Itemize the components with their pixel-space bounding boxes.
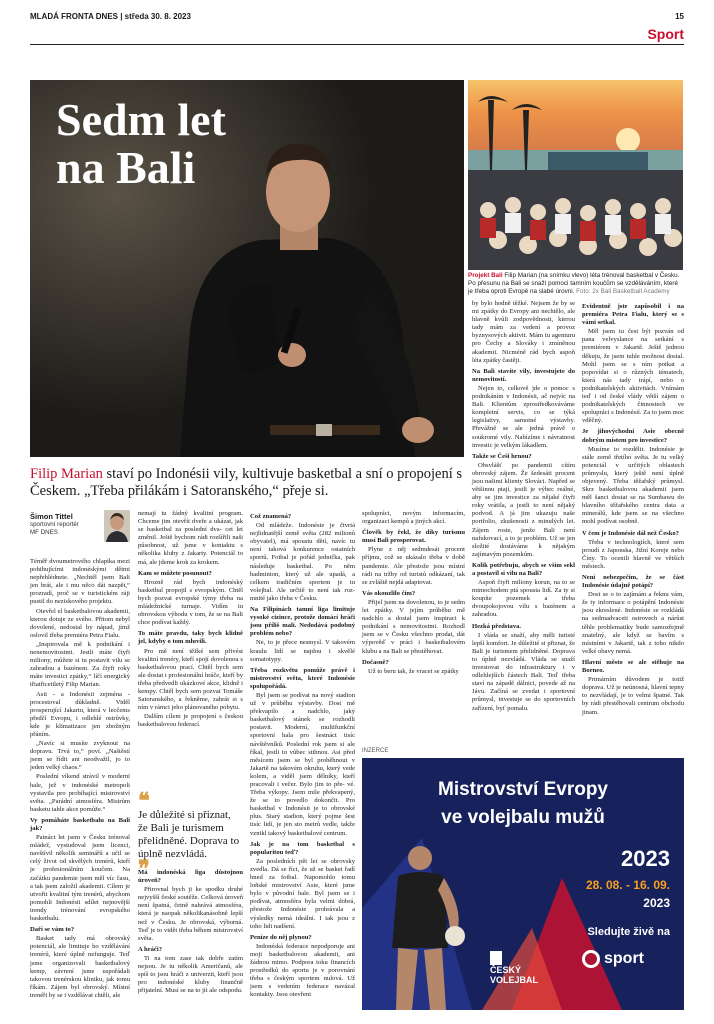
interview-question: Kolik potřebuju, abych se vším sekl a postavil si vilu na Bali? [472,561,575,577]
interview-question: Hlavní město se ale stěhuje na Borneo. [582,658,684,675]
interview-question: Evidentně jste zapůsobil i na premiéra Petra Fialu, který se s vámi setkal. [582,303,684,327]
interview-question: Dočasně? [362,658,389,666]
author-role: sportovní reportér [30,521,79,528]
ct-sport-icon [582,950,600,968]
interview-paragraph: Za posledních pět let se obrovsky zvedla. Dá se říct, že už se basket řadí hned za fotbal. Napomohlo tomu loňské mistrovství Asie, které jsme bylo v původní hale. Byl jsem se i podívat, atmosféra byla velmi dobrá, přestože Indonésie prohrávala a výsledky nemá ideální. I tak jsou z toho lidi nadšení. [250,857,355,930]
article-lead [30,466,464,500]
interview-paragraph: Měl jsem tu čest být pozván od pana velvyslance na setkání s premiérem v Jakartě. Ještě jednou děkuju, že jsem tuhle možnost dostal. Mohl jsem se s ním potkat a popovídat si o různých tématech, která nás tady trápí, nebo o podnikatelských aktivitách. Vnímám teď i od české vlády větší zájem o podnikatelských činnostech ve spolupráci s Indonésií. Za to jsem moc vděčný. [582,328,685,425]
interview-question: V čem je Indonésie dál než Česko? [582,529,679,537]
column-3 [250,510,355,1000]
column-2 [138,510,243,730]
quote-text: Je důležité si přiznat, že Bali je turismem přelidněné. Doprava to úplně nezvládá. [138,809,240,860]
column-5 [582,300,684,718]
ct-sport-logo [582,950,644,968]
interview-paragraph: by bylo hodně těžké. Nejsem že by se mi zpátky do Evropy ani nechtělo, ale hlavně kvůli zodpovědnosti, kterou tady mám za vedení a provoz byznysových aktivit. Mám tu agenturu pro Čechy a Slováky i zmíněnou akademii. Nicméně rád bych aspoň léta zpátky častěji. [472,300,575,364]
secondary-photo [468,80,683,270]
interview-paragraph: Už to beru tak, že vracet se zpátky [368,667,459,675]
interview-question: Člověk by řekl, že díky turismu musí Bali prosperovat. [362,529,465,545]
interview-paragraph: Obsvlášť po pandemii cítím obrovský zájem. Že šedesáti procent jsou našimi klienty Slováci. Napřed se většinou ptají, jestli je výbec reálné, aby se jim investice za nějaké čtyři roky vrátila, a jestli to není nějaký podvod. A já jim ukazuju naše portfolio, zkušenosti z minulých let. Zájem roste, jenže Bali není nafukovací, a to je problém. Už se jen složité dostáváme k nějakým zajímavým pozemkům. [472,461,575,558]
logo-text-2: VOLEJBAL [490,975,539,985]
interview-question: Vás okouzlilo čím? [362,589,416,597]
ad-title-line-1: Mistrovství Evropy [438,779,608,800]
page-number: 15 [675,12,684,21]
interview-paragraph: Ne, to je přece nesmysl. V takovém kraulu lidí se najdou i skvělé somatotypy. [250,639,355,663]
quote-open-icon: ❝ [138,788,150,813]
ad-live-text: Sledujte živě na [587,926,670,938]
interview-paragraph: Nejen to, celkově jde o pomoc s podnikáním v Indonésii, ač nejvíc na Bali. Klientům zprostředkováváme kompletní servis, co se týká legislativy, samotné výstavby. Převážně se ale jedná právě o soukromé vily. Nabízíme i návratnost investic je velkým lákadlem. [472,384,575,449]
author-outlet: MF DNES [30,528,58,536]
interview-question: Třeba rozkvětu pomůže právě i mistrovství světa, které Indonésie spolupořádá. [250,666,355,690]
interview-question: To máte pravdu, taky bych klidně jel, kdyby o tom mluvili. [138,630,243,646]
header-rule [30,44,684,45]
basketball-camp-illustration [468,80,683,270]
interview-question: Hezká představa. [472,622,522,630]
caption-credit: Foto: 2x Bali Basketball Academy [574,288,670,295]
headline-line-2: na Bali [56,142,196,193]
caption-text: Filip Marian (na snímku vlevo) léta trénoval basketbal v Česku. Po přesunu na Bali se snaží pomoci tamním koučům se vzděláváním, které je třeba oproti Evropě na slabé úrovni. [468,272,680,295]
quote-close-icon: ❞ [138,856,150,881]
ad-year: 2023 [621,846,670,871]
interview-paragraph: Primárním důvodem je totiž doprava. Už je neúnosná, hlavní tepny to nezvládají, je to velmi špatné. Tak by rádi přestěhovali centrum obchodu jinam. [582,676,684,716]
interview-paragraph: Dalším cílem je propojení s českou basketbalovou federací. [138,713,243,729]
interview-paragraph: Od mládeže. Indonésie je čtvrtá nejlidnatější země světa (282 milionů obyvatel), má spoustu dětí, navíc tu není taková konkurence ostatních sportů. Fotbal je pořád jednička, pak následuje basketbal. Po něm badminton, který už ale upadá, a celkem tradičním sportem je tu volejbal. Ale určitě to není tak roz- mnité jako třeba v Česku. [250,522,355,602]
interview-question: Má indonéská liga důstojnou úroveň? [138,869,243,885]
interview-question: Na Filipínách tamní liga limituje vysoké cizince, protože domácí hráči jsou příliš malí. Nedodává podobný problém nebo? [250,606,355,638]
column-4 [472,300,575,714]
interview-question: Není nebezpečím, že se část Indonésie údajně potápí? [582,574,684,590]
interview-paragraph: Patnáct let jsem v Česku trénoval mládež, vystudoval jsem licenci, navštívil několik seminářů a učil se celý život od skvělých trenérů, kteří je profesionálním koučem. Na začátku pandemie jsem měl víc času, a tak jsem založil akademii. Cílem je utvořit kvalitní tým trenérů, abychom pomohli Indonésii sdílet nejnovější trendy trénování evropského basketbalu. [30,834,130,923]
interview-paragraph: nemají tu žádný kvalitní program. Chceme jim otevřít dveře a ukázat, jak se basketbal za poslední dva- cet let změnil. Ještě bychom rádi rozšířili naši působnost, už jsme v kontaktu s několika kluby z Jakarty. Potenciál to má, ale jdeme krok za krokem. [138,510,243,566]
interview-paragraph: Musíme to rozdělit. Indonésie je stále země třetího světa. Je tu velký potenciál v určitých oblastech průmyslu, který ještě není úplně objevený. Třeba těžařský průmysl. Skrz basketbalovou akademii jsem měl šanci dostat se na Sumbawu do hlavního těžařského centra data a minerálů, kde jsem se na všechno mohl podívat osobně. [582,445,684,526]
interview-question: Takže se Češi hrnou? [472,452,532,460]
headline-line-1: Sedm let [56,94,226,145]
author-avatar [104,510,130,542]
interview-paragraph: spolupráci, novým informacím, organizaci kempů a jiných akcí. [362,510,465,526]
interview-question: Vy pomáháte basketbalu na Bali jak? [30,816,130,832]
caption-label: Projekt Bali [468,272,503,279]
interview-paragraph: Poslední víkend strávil v moderní hale, jež v indonéské metropoli vystavila pro probíhající mistrovství světa. „Parádní atmosféra. Mistrům basketu tahle akce pomůže.“ [30,773,130,813]
interview-paragraph: Ti na tom zase tak dobře zatím nejsou. Je tu několik Američanů, ale spíš to jsou hráči z univerzit, kteří jsou pro indonéské kluby finančně přijatelní. Musí se na to jít ale odspodu. [138,954,243,995]
interview-question: Peníze do něj plynou? [250,933,312,941]
interview-paragraph: Aspoň čtyři miliony korun, na to se mimochodem ptá spousta lidí. Za ty si koupíte pozemek a třeba dvoupokojovou vilu s bazénem a zahradou. [472,579,575,619]
interview-question: Daří se vám to? [30,926,75,934]
interview-paragraph: Třeba v technologiích, které sem proudí z Japonska, Jižní Koreje nebo Číny. To ocenili hlavně ve větších městech. [582,538,684,570]
ad-label: INZERCE [362,748,389,754]
interview-paragraph: Téměř dvoumetrového chlapíka mezi pohibujícími indonéskými dětmi nepřehlédnete. „Nechtěl jsem Bali jen brát, ale i mu něco dát nazpět,“ prozradí, proč se v turistickém ráji pustil do neziskového projektu. [30,558,130,606]
volleyball-ad[interactable] [362,758,684,1010]
cesky-volejbal-logo [490,951,550,985]
column-4-bottom [362,510,465,677]
lead-text: staví po Indonésii vily, kultivuje basketbal a sní o propojení s Českem. „Třeba přilákám i Satoranského,“ přeje si. [30,466,463,499]
interview-paragraph: Přirovnal bych ji ke spodku druhé nejvyšší české soutěže. Celková úroveň není špatná, četně nahrává atmosféra, která je naopak několikanásobně lepší než v Česku. Je obrovská, výborná. Teď je to vidět třeba během mistrovství světa. [138,886,243,942]
column-1 [30,558,130,1001]
volleyball-federation-icon [490,951,502,965]
interview-question: A hráči? [138,945,162,953]
interview-paragraph: Byl jsem se podívat na nový stadion už v průběhu výstavby. Dost mě překvapilo a nadchlo, jaký basketbalový stánek se rozhodli postavit. Moderní, multifunkční sportovní hala pro šestnáct tisíc návštěvníků. Poslední rok jsem si ale říkal, jestli to vůbec stihnou. Asi před měsícem jsem se byl proběhnout v Jakartě na takovém okruhu, který vede kolem, a viděl jsem dělníky, kteří pracovali i večer. Bylo jim to pře- vé. Třeba výkopy. Jsem mile překvapený, že se to povedlo dokončit. Pro basketbal v Indonésii je to obrovské plus. Starý stadion, který pojme šest tisíc lidí, je jen sto metrů vedle, takže vznikl takový basketbalové centrum. [250,691,355,837]
interview-paragraph: „Navíc si musíte zvyknout na dopravu. Trvá to,“ poví. „Naštěstí jsem se řídit ani neodvažil, jo to jeden velký chaos.“ [30,740,130,772]
interview-paragraph: Přijel jsem na dovolenou, to je sedm let zpátky. V jejím průběhu mě nadchlo a dostal jsem inspiraci k podnikání s nemovitostmi. Rozhodl jsem se v Česku všechno prodat, dát výpověď v práci i basketbalovém klubu a na Bali se přestěhovat. [362,598,465,655]
interview-paragraph: Asii - a Indonésii zejména - procestoval důkladně. Viděl prosperující Jakartu, která v lecčems předčí Evropu, i odlehlé ostrůvky, kde je klimatizace jen zbožným přáním. [30,690,130,738]
lead-name: Filip Marian [30,466,103,482]
interview-question: Kam se můžete posunout? [138,569,212,577]
author-name: Šimon Tittel [30,512,73,521]
logo-text-1: ČESKÝ [490,965,522,975]
interview-question: Je jihovýchodní Asie obecně dobrým místem pro investice? [582,428,684,444]
interview-paragraph: Pro mě není těžké sem přivést kvalitní trenéry, kteří spojí dovolenou s basketbalovou prací. Chtěl bych sem ale dostat i profesionální hráče, kteří by třeba předvedli ukázkové akce, klidně i kempy. Chtěl bych sem pozvat Tomáše Satoranského, a řekněme, zahrát si s ním v rámci jeho plánovaného pobytu. [138,647,243,712]
ad-title [362,776,684,832]
interview-paragraph: Basket tady má obrovský potenciál, ale limituje ho vzdělávání trenérů, které úplně nefunguje. Teď jsme organizovali basketbalový kemp, závrení jsme uspořádali takovou trenérskou kliniku, jak tomu říkám. Zájem byl obrovský. Místní trenéři by se i vzdělávat chtěli, ale [30,935,130,999]
interview-question: Jak je na tom basketbal s popularitou teď? [250,840,355,856]
interview-paragraph: Plyne z něj sedmdesát procent příjmu, což se ukázalo třeba v době pandemie. Ale přestože jsou místní rádi na tržby od turistů odkázaní, tak se zvláště nejdá adaptovat. [362,546,465,586]
interview-paragraph: Hrozně rád bych indonéský basketbal propojil s evropským. Chtěl bych pozvat evropské týmy třeba na mládežnické turnaje. Vidím tu obrovskou výhodu v tom, že se na Bali chce podívat každý. [138,578,243,627]
interview-paragraph: Dost se o to zajímám a řeknu vám, že ty informace o potápění Indonésie jsou zkreslené. Indonésie se rozkládá na sedmadvaceti ostrovech a nárůst těhle problematiky bude samozřejmě znatelný, ale když se bavím s místními v Jakartě, tak z toho nikdo velké obavy nemá. [582,591,684,655]
interview-paragraph: I vláda se snaží, aby měli turisté lepší komfort. Je důležité si přiznat, že Bali je turismem přelidněné. Doprava to úplně nezvládá. Vláda se snaží investovat do infrastruktury i v odlehlejších částech Bali. Teď třeba staví na západě dálnici, povede až na Jávu. Začíná se zvedat i sportovní průmysl, investuje se do sportovních zařízení, byť pomalu. [472,631,575,712]
photo-caption [468,272,683,296]
section-label: Sport [647,26,684,42]
ad-title-line-2: ve volejbalu mužů [441,807,605,828]
headline [56,96,356,192]
interview-question: Což znamená? [250,513,292,520]
pull-quote [138,788,243,881]
ct-sport-text: sport [604,950,644,967]
ad-dates: 28. 08. - 16. 09. [585,878,670,892]
interview-paragraph: Otevřel el basketbalovou akademii, kterou dotuje ze svého. Přitom nebyl dovolené, nedostal by nápad, jímž oslovil třeba premiéra Petra Fialu. [30,607,130,639]
publication-header: MLADÁ FRONTA DNES | středa 30. 8. 2023 [30,12,191,21]
column-2-bottom [138,866,243,996]
interview-paragraph: „Inspirovala mě k podnikání i nenemovitostmi. Jestli máte čtyři miliony, můžete si tu postavit vilu se zahradou a bazénem. Za čtyři roky máte investici zpátky,“ líčí energický třiatřicetiletý Filip Marian. [30,640,130,689]
interview-question: Na Bali stavíte vily, investujete do nemovitostí. [472,367,575,383]
ad-dates-year: 2023 [643,896,670,910]
interview-paragraph: Indonéská federace nepodporuje ani moji basketbalovou akademii, ani žádnou mimo. Podpora toku financích prostředků do sportu je v porovnání třeba s českým sportem nulová. Už jsem s vedením federace navázal kontakty. Jsou otevřeni [250,942,355,999]
